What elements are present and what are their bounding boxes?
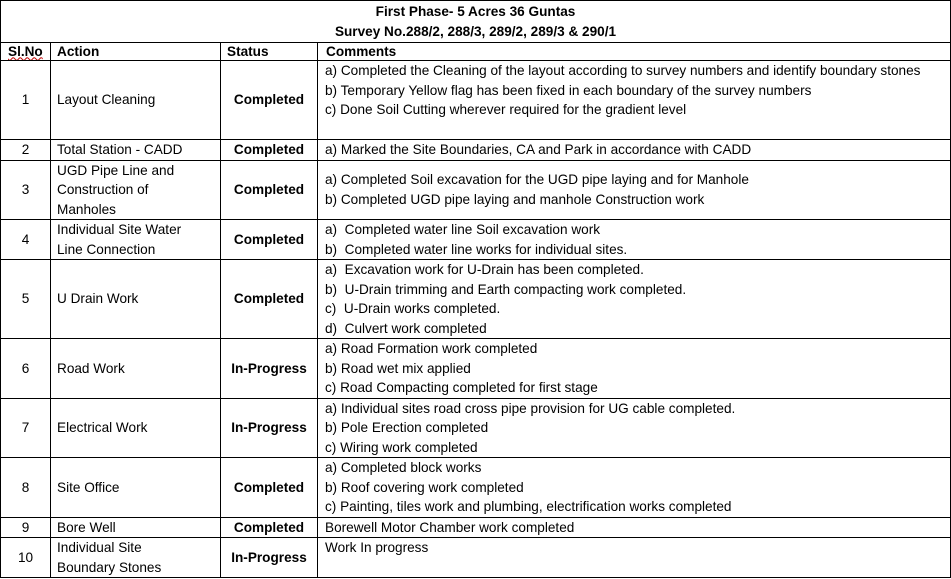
comment-line: b) U-Drain trimming and Earth compacting work completed. — [325, 281, 687, 297]
comment-line: b) Completed UGD pipe laying and manhole Construction work — [325, 191, 705, 207]
row-number: 6 — [1, 339, 51, 399]
comment-line: b) Pole Erection completed — [325, 420, 489, 435]
row-status: Completed — [221, 61, 318, 140]
row-status: Completed — [221, 260, 318, 339]
row-comments — [318, 140, 951, 161]
comment-line: a) Road Formation work completed — [325, 341, 538, 356]
table-row — [1, 160, 951, 220]
row-status: Completed — [221, 220, 318, 260]
row-status: In-Progress — [221, 339, 318, 399]
comment-line: b) Road wet mix applied — [325, 360, 471, 376]
row-action: Road Work — [51, 339, 221, 399]
table-row — [1, 140, 951, 161]
row-action: Electrical Work — [51, 398, 221, 458]
comment-line: a) Completed block works — [325, 460, 482, 475]
comment-line: c) U-Drain works completed. — [325, 301, 501, 316]
table-row — [1, 260, 951, 339]
comment-line: d) Culvert work completed — [325, 320, 487, 336]
row-comments — [318, 517, 951, 538]
row-action: Individual Site Boundary Stones — [51, 538, 221, 578]
row-action: U Drain Work — [51, 260, 221, 339]
comment-line: Work In progress — [325, 540, 429, 555]
row-comments — [318, 339, 951, 399]
title-row — [1, 1, 951, 43]
row-status: Completed — [221, 140, 318, 161]
row-comments — [318, 398, 951, 458]
row-comments — [318, 160, 951, 220]
row-status: Completed — [221, 517, 318, 538]
header-action: Action — [51, 43, 221, 61]
row-number: 9 — [1, 517, 51, 538]
comment-line: b) Roof covering work completed — [325, 479, 524, 495]
comment-line: c) Done Soil Cutting wherever required for the gradient level — [325, 102, 687, 117]
comment-line: b) Completed water line works for individual sites. — [325, 241, 628, 257]
row-number: 3 — [1, 160, 51, 220]
table-row — [1, 517, 951, 538]
row-action: Individual Site Water Line Connection — [51, 220, 221, 260]
row-number: 4 — [1, 220, 51, 260]
header-comments: Comments — [318, 43, 951, 61]
header-row — [1, 43, 951, 61]
row-action: Total Station - CADD — [51, 140, 221, 161]
comment-line: c) Wiring work completed — [325, 439, 478, 455]
row-number: 1 — [1, 61, 51, 140]
row-number: 5 — [1, 260, 51, 339]
comment-line: a) Completed Soil excavation for the UGD pipe laying and for Manhole — [325, 172, 749, 188]
row-comments — [318, 260, 951, 339]
comment-line: a) Completed the Cleaning of the layout according to survey numbers and identify boundary stones — [325, 63, 921, 78]
row-comments — [318, 458, 951, 518]
row-action: Bore Well — [51, 517, 221, 538]
table-title — [1, 1, 951, 43]
table-row — [1, 339, 951, 399]
comment-line: a) Individual sites road cross pipe provision for UG cable completed. — [325, 400, 736, 416]
table-row — [1, 538, 951, 578]
comment-line: a) Marked the Site Boundaries, CA and Park in accordance with CADD — [325, 142, 752, 157]
header-slno: Sl.No — [1, 43, 51, 61]
comment-line: Borewell Motor Chamber work completed — [325, 519, 575, 535]
title-line-2: Survey No.288/2, 288/3, 289/2, 289/3 & 290/1 — [334, 23, 617, 39]
comment-line: a) Completed water line Soil excavation work — [325, 222, 601, 237]
table-row — [1, 398, 951, 458]
row-number: 2 — [1, 140, 51, 161]
row-action: UGD Pipe Line and Construction of Manholes — [51, 160, 221, 220]
row-number: 10 — [1, 538, 51, 578]
header-status: Status — [221, 43, 318, 61]
comment-line: a) Excavation work for U-Drain has been completed. — [325, 262, 644, 277]
row-action: Layout Cleaning — [51, 61, 221, 140]
title-line-1: First Phase- 5 Acres 36 Guntas — [375, 4, 576, 19]
row-number: 8 — [1, 458, 51, 518]
row-status: Completed — [221, 458, 318, 518]
row-comments — [318, 61, 951, 140]
row-comments — [318, 538, 951, 578]
row-action: Site Office — [51, 458, 221, 518]
row-number: 7 — [1, 398, 51, 458]
row-status: In-Progress — [221, 398, 318, 458]
row-status: Completed — [221, 160, 318, 220]
comment-line: c) Road Compacting completed for first stage — [325, 380, 598, 395]
comment-line: b) Temporary Yellow flag has been fixed in each boundary of the survey numbers — [325, 82, 812, 98]
comment-line: c) Painting, tiles work and plumbing, electrification works completed — [325, 499, 732, 514]
table-row — [1, 61, 951, 140]
table-row — [1, 458, 951, 518]
row-comments — [318, 220, 951, 260]
row-status: In-Progress — [221, 538, 318, 578]
table-row — [1, 220, 951, 260]
